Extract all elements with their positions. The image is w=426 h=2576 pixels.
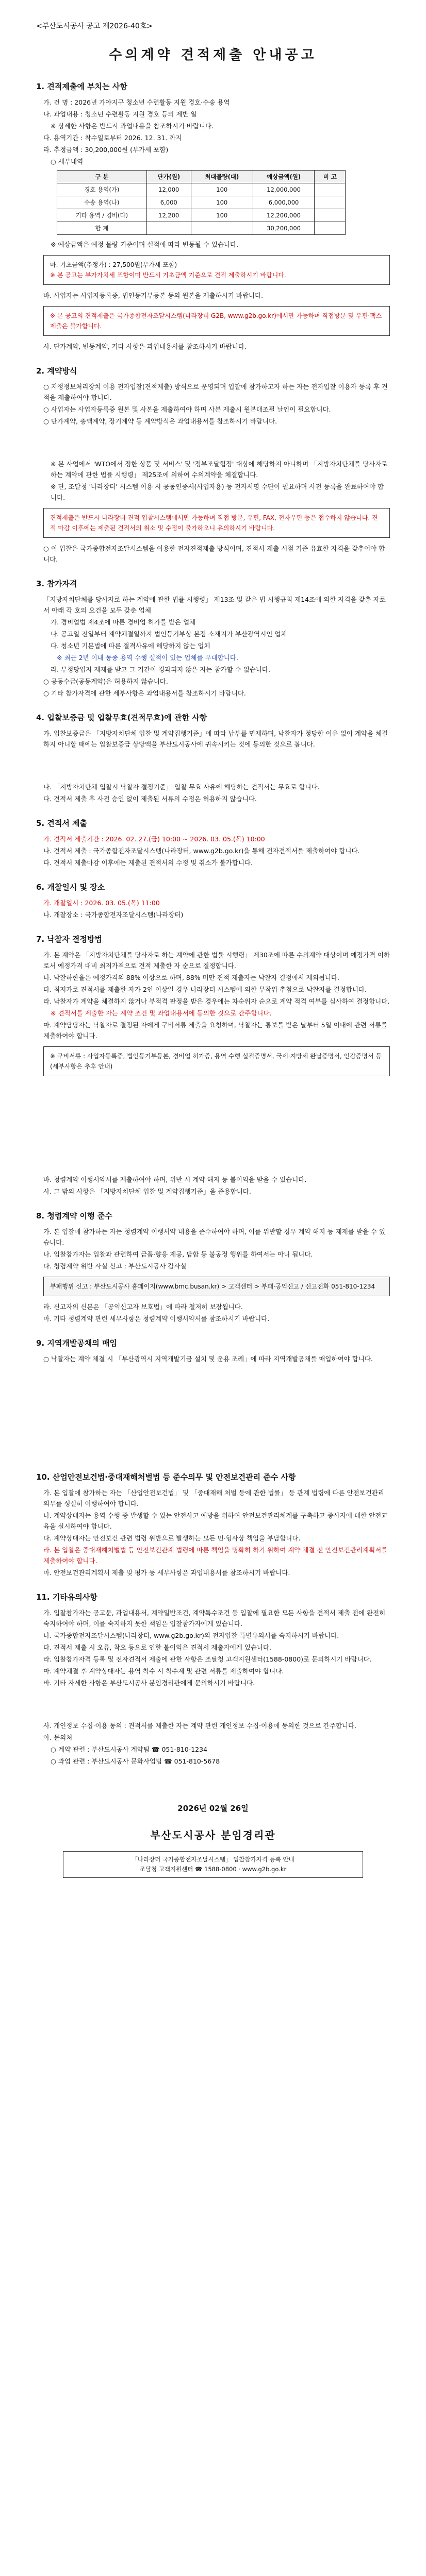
line: 사. 단가계약, 변동계약, 기타 사항은 과업내용서를 참조하시기 바랍니다. [43, 343, 247, 350]
line: 다. 용역기간 : 착수일로부터 2026. 12. 31. 까지 [43, 134, 182, 142]
table-cell: 100 [191, 209, 253, 222]
table-cell: 수송 용역(나) [57, 196, 147, 209]
line: ○ 낙찰자는 계약 체결 시 「부산광역시 지역개발기금 설치 및 운용 조례」에 따라 지역개발공채를 매입하여야 합니다. [43, 1355, 373, 1363]
section-heading: 10. 산업안전보건법·중대재해처벌법 등 준수의무 및 안전보건관리 준수 사항 [36, 1472, 296, 1482]
line: 나. 개찰장소 : 국가종합전자조달시스템(나라장터) [43, 911, 184, 919]
table-cell: 12,000 [146, 183, 191, 196]
line: 나. 입찰참가자는 입찰과 관련하여 금품·향응 제공, 담합 등 불공정 행위를 하여서는 아니 됩니다. [43, 1250, 313, 1258]
line: 가. 본 입찰에 참가하는 자는 「산업안전보건법」 및 「중대재해 처벌 등에 관한 법률」 등 관계 법령에 따른 안전보건관리 의무를 성실히 이행하여야 합니다. [43, 1489, 384, 1507]
warning-box: 견적제출은 반드시 나라장터 견적 입찰시스템에서만 가능하며 직접 방문, 우편, FAX, 전자우편 등은 접수하지 않습니다. 견적 마감 이후에는 제출된 견적서의 취소 및 수정이 불가하오니 유의하시기 바랍니다. [43, 508, 390, 538]
section-7 [36, 934, 390, 1197]
line: 나. 공고일 전일부터 계약체결일까지 법인등기부상 본점 소재지가 부산광역시인 업체 [51, 630, 287, 638]
table-cell: 경호 용역(가) [57, 183, 147, 196]
section-heading: 5. 견적서 제출 [36, 819, 88, 828]
warning-box: ※ 본 공고의 견적제출은 국가종합전자조달시스템(나라장터 G2B, www.g2b.go.kr)에서만 가능하며 직접방문 및 우편·팩스 제출은 불가합니다. [43, 306, 390, 336]
line: ※ 상세한 사항은 반드시 과업내용을 참조하시기 바랍니다. [51, 122, 214, 130]
section-6 [36, 882, 390, 920]
table-cell: 12,000,000 [253, 183, 315, 196]
table-cell [315, 222, 346, 235]
line: 나. 국가종합전자조달시스템(나라장터, www.g2b.go.kr)의 전자입찰 특별유의서를 숙지하시기 바랍니다. [43, 1632, 339, 1639]
line: 마. 기타 청렴계약 관련 세부사항은 청렴계약 이행서약서를 참조하시기 바랍니다. [43, 1315, 270, 1323]
table-header-cell: 최대물량(대) [191, 171, 253, 183]
table-cell [191, 222, 253, 235]
line-emphasis: ※ 견적서를 제출한 자는 계약 조건 및 과업내용서에 동의한 것으로 간주합니다. [51, 1009, 272, 1017]
notice-box [43, 255, 390, 285]
line: 다. 견적서 제출마감 이후에는 제출된 견적서의 수정 및 취소가 불가합니다. [43, 859, 253, 867]
table-cell: 합 계 [57, 222, 147, 235]
line: ○ 단가계약, 총액계약, 장기계약 등 계약방식은 과업내용서를 참조하시기 바랍니다. [43, 417, 277, 425]
line: 아. 문의처 [43, 1734, 73, 1741]
notice-number: <부산도시공사 공고 제2026-40호> [36, 22, 153, 30]
line-deadline: 가. 견적서 제출기간 : 2026. 02. 27.(금) 10:00 ~ 2026. 03. 05.(목) 10:00 [43, 835, 265, 843]
section-2 [36, 365, 390, 565]
section-heading: 3. 참가자격 [36, 579, 77, 588]
line: 다. 청소년 기본법에 따른 결격사유에 해당하지 않는 업체 [51, 642, 210, 650]
table-header-row [57, 171, 346, 183]
line: 가. 본 입찰에 참가하는 자는 청렴계약 이행서약 내용을 준수하여야 하며, 이를 위반할 경우 계약 해지 등 제재를 받을 수 있습니다. [43, 1228, 386, 1246]
table-cell: 6,000,000 [253, 196, 315, 209]
section-11 [36, 1591, 390, 1767]
report-box: 부패행위 신고 : 부산도시공사 홈페이지(www.bmc.busan.kr) > 고객센터 > 부패·공익신고 / 신고전화 051-810-1234 [43, 1277, 390, 1296]
line: 가. 본 계약은 「지방자치단체를 당사자로 하는 계약에 관한 법률 시행령」 제30조에 따른 수의계약 대상이며 예정가격 이하로서 예정가격 대비 최저가격으로 견적 제출한 자 순으로 결정합니다. [43, 951, 390, 970]
detail-table [57, 170, 346, 235]
notice-date: 2026년 02월 26일 [177, 1804, 249, 1813]
line: 라. 낙찰자가 계약을 체결하지 않거나 부적격 판정을 받은 경우에는 차순위자 순으로 계약 적격 여부를 심사하여 결정합니다. [43, 997, 390, 1005]
spacer [36, 751, 390, 782]
table-header-cell: 구 분 [57, 171, 147, 183]
table-cell: 100 [191, 183, 253, 196]
table-cell: 12,200 [146, 209, 191, 222]
table-cell [315, 196, 346, 209]
section-heading: 4. 입찰보증금 및 입찰무효(견적무효)에 관한 사항 [36, 713, 207, 722]
section-4 [36, 712, 390, 804]
line-emphasis: 라. 본 입찰은 중대재해처벌법 등 안전보건관계 법령에 따른 책임을 명확히 하기 위하여 계약 체결 전 안전보건관리계획서를 제출하여야 합니다. [43, 1546, 388, 1565]
line: 바. 기타 자세한 사항은 부산도시공사 분임경리관에게 문의하시기 바랍니다. [43, 1679, 255, 1687]
spacer [36, 1365, 390, 1458]
footer-line: 「나라장터 국가종합전자조달시스템」 입찰참가자격 등록 안내 [132, 1856, 294, 1863]
line: ※ 최근 2년 이내 동종 용역 수행 실적이 있는 업체를 우대합니다. [57, 654, 238, 662]
table-row-total [57, 222, 346, 235]
line: 다. 청렴계약 위반 사실 신고 : 부산도시공사 감사실 [43, 1262, 187, 1270]
table-cell: 12,200,000 [253, 209, 315, 222]
line: 다. 견적서 제출 시 오류, 착오 등으로 인한 불이익은 견적서 제출자에게 있습니다. [43, 1643, 272, 1651]
table-cell [315, 183, 346, 196]
line: 「지방자치단체를 당사자로 하는 계약에 관한 법률 시행령」 제13조 및 같은 법 시행규칙 제14조에 의한 자격을 갖춘 자로서 아래 각 호의 요건을 모두 갖춘 업체 [43, 596, 386, 614]
section-heading: 8. 청렴계약 이행 준수 [36, 1211, 112, 1221]
line: 나. 계약상대자는 용역 수행 중 발생할 수 있는 안전사고 예방을 위하여 안전보건관리체계를 구축하고 종사자에 대한 안전교육을 실시하여야 합니다. [43, 1512, 388, 1530]
footer-info-box [63, 1851, 363, 1878]
line: 라. 추정금액 : 30,200,000원 (부가세 포함) [43, 146, 169, 154]
line: ○ 기타 참가자격에 관한 세부사항은 과업내용서를 참조하시기 바랍니다. [43, 689, 246, 697]
line: ※ 본 사업에서 'WTO에서 정한 상품 및 서비스' 및 '정부조달협정' 대상에 해당하지 아니하며 「지방자치단체를 당사자로 하는 계약에 관한 법률 시행령」 제25조에 의하여 수의계약을 체결합니다. [51, 460, 388, 479]
line: 라. 부정당업자 제재를 받고 그 기간이 경과되지 않은 자는 참가할 수 없습니다. [51, 666, 270, 673]
line: ○ 사업자는 사업자등록증 원본 및 사본을 제출하여야 하며 사본 제출시 원본대조필 날인이 필요합니다. [43, 405, 331, 413]
required-docs-box: ※ 구비서류 : 사업자등록증, 법인등기부등본, 경비업 허가증, 용역 수행 실적증명서, 국세·지방세 완납증명서, 인감증명서 등 (세부사항은 추후 안내) [43, 1046, 390, 1076]
line: ※ 예상금액은 예정 물량 기준이며 실적에 따라 변동될 수 있습니다. [51, 241, 239, 248]
box-line-emphasis: ※ 본 공고는 부가가치세 포함이며 반드시 기초금액 기준으로 견적 제출하시기 바랍니다. [50, 272, 286, 279]
line: 바. 청렴계약 이행서약서를 제출하여야 하며, 위반 시 계약 해지 등 불이익을 받을 수 있습니다. [43, 1176, 307, 1183]
section-heading: 1. 견적제출에 부치는 사항 [36, 82, 127, 91]
section-3 [36, 578, 390, 699]
section-heading: 11. 기타유의사항 [36, 1592, 97, 1602]
line: ※ 단, 조달청 '나라장터' 시스템 이용 시 공동인증서(사업자용) 등 전자서명 수단이 필요하며 사전 등록을 완료하여야 합니다. [51, 483, 384, 501]
issuing-organization: 부산도시공사 분임경리관 [150, 1829, 276, 1841]
section-10 [36, 1471, 390, 1578]
section-heading: 2. 계약방식 [36, 366, 77, 376]
line: 가. 경비업법 제4조에 따른 경비업 허가를 받은 업체 [51, 618, 196, 626]
spacer [36, 1081, 390, 1174]
contact-line: ○ 계약 관련 : 부산도시공사 계약팀 ☎ 051-810-1234 [51, 1745, 208, 1753]
page-title: 수의계약 견적제출 안내공고 [109, 47, 317, 63]
footer-line: 조달청 고객지원센터 ☎ 1588-0800 · www.g2b.go.kr [139, 1866, 287, 1873]
table-cell: 30,200,000 [253, 222, 315, 235]
line: 다. 최저가로 견적서를 제출한 자가 2인 이상일 경우 나라장터 시스템에 의한 무작위 추첨으로 낙찰자를 결정합니다. [43, 986, 367, 993]
line: 마. 계약체결 후 계약상대자는 용역 착수 시 착수계 및 관련 서류를 제출하여야 합니다. [43, 1667, 284, 1675]
section-heading: 9. 지역개발공채의 매입 [36, 1338, 117, 1348]
table-header-cell: 단가(원) [146, 171, 191, 183]
section-5 [36, 818, 390, 868]
line: 가. 입찰보증금은 「지방자치단체 입찰 및 계약집행기준」에 따라 납부를 면제하며, 낙찰자가 정당한 이유 없이 계약을 체결하지 아니할 때에는 입찰보증금 상당액을 부산도시공사에 귀속시키는 것에 동의한 것으로 봅니다. [43, 730, 388, 748]
line: 가. 입찰참가자는 공고문, 과업내용서, 계약일반조건, 계약특수조건 등 입찰에 필요한 모든 사항을 견적서 제출 전에 완전히 숙지하여야 하며, 이를 숙지하지 못한 책임은 입찰참가자에게 있습니다. [43, 1609, 386, 1628]
section-9 [36, 1337, 390, 1364]
line: ○ 지정정보처리장치 이용 전자입찰(견적제출) 방식으로 운영되며 입찰에 참가하고자 하는 자는 전자입찰 이용자 등록 후 견적을 제출하여야 합니다. [43, 383, 388, 401]
table-cell: 6,000 [146, 196, 191, 209]
contact-line: ○ 과업 관련 : 부산도시공사 문화사업팀 ☎ 051-810-5678 [51, 1757, 220, 1765]
section-1 [36, 81, 390, 352]
table-row [57, 209, 346, 222]
line: 나. 견적서 제출 : 국가종합전자조달시스템(나라장터, www.g2b.go.kr)을 통해 전자견적서를 제출하여야 합니다. [43, 847, 360, 855]
section-heading: 7. 낙찰자 결정방법 [36, 935, 103, 944]
line: 사. 그 밖의 사항은 「지방자치단체 입찰 및 계약집행기준」을 준용합니다. [43, 1188, 251, 1195]
line: 사. 개인정보 수집·이용 동의 : 견적서를 제출한 자는 계약 관련 개인정보 수집·이용에 동의한 것으로 간주합니다. [43, 1722, 357, 1730]
table-header-cell: 비 고 [315, 171, 346, 183]
line: 마. 계약담당자는 낙찰자로 결정된 자에게 구비서류 제출을 요청하며, 낙찰자는 통보를 받은 날부터 5일 이내에 관련 서류를 제출하여야 합니다. [43, 1021, 388, 1040]
line: 마. 안전보건관리계획서 제출 및 평가 등 세부사항은 과업내용서를 참조하시기 바랍니다. [43, 1569, 290, 1577]
table-row [57, 183, 346, 196]
line: 다. 견적서 제출 후 사전 승인 없이 제출된 서류의 수정은 허용하지 않습니다. [43, 795, 257, 803]
spacer [36, 1689, 390, 1720]
line: 바. 사업자는 사업자등록증, 법인등기부등본 등의 원본을 제출하시기 바랍니다. [43, 292, 264, 299]
line: 다. 계약상대자는 안전보건 관련 법령 위반으로 발생하는 모든 민·형사상 책임을 부담합니다. [43, 1534, 301, 1542]
table-cell: 100 [191, 196, 253, 209]
line: 가. 건 명 : 2026년 가야지구 청소년 수련활동 지원 경호·수송 용역 [43, 98, 230, 106]
line: 나. 「지방자치단체 입찰시 낙찰자 결정기준」 입찰 무효 사유에 해당하는 견적서는 무효로 합니다. [43, 783, 320, 791]
line-opening-date: 가. 개찰일시 : 2026. 03. 05.(목) 11:00 [43, 899, 160, 907]
table-row [57, 196, 346, 209]
box-line: 마. 기초금액(추정가) : 27,500원(부가세 포함) [50, 261, 177, 268]
spacer [36, 428, 390, 459]
table-cell [315, 209, 346, 222]
section-8 [36, 1210, 390, 1324]
table-cell: 기타 용역 / 경비(다) [57, 209, 147, 222]
line: 나. 낙찰하한율은 예정가격의 88% 이상으로 하며, 88% 미만 견적 제출자는 낙찰자 결정에서 제외됩니다. [43, 974, 340, 981]
line: ○ 세부내역 [51, 158, 84, 165]
line: 라. 입찰참가자격 등록 및 전자견적서 제출에 관한 사항은 조달청 고객지원센터(1588-0800)로 문의하시기 바랍니다. [43, 1655, 372, 1663]
table-cell [146, 222, 191, 235]
line: 라. 신고자의 신분은 「공익신고자 보호법」에 따라 철저히 보장됩니다. [43, 1303, 243, 1311]
line: ○ 공동수급(공동계약)은 허용하지 않습니다. [43, 677, 168, 685]
line: ○ 이 입찰은 국가종합전자조달시스템을 이용한 전자견적제출 방식이며, 견적서 제출 시점 기준 유효한 자격을 갖추어야 합니다. [43, 545, 385, 563]
section-heading: 6. 개찰일시 및 장소 [36, 883, 105, 892]
table-header-cell: 예상금액(원) [253, 171, 315, 183]
line: 나. 과업내용 : 청소년 수련활동 지원 경호 등의 제반 일 [43, 110, 197, 118]
